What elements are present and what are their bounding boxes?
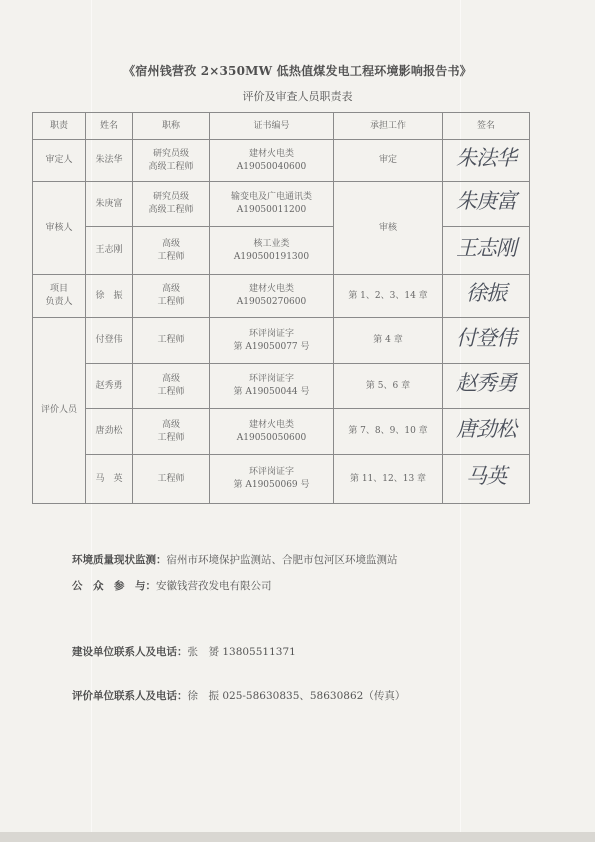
cert-cell: 核工业类 A19050019130​0 — [210, 226, 334, 275]
header-title: 职称 — [133, 113, 210, 140]
monitoring-line — [72, 552, 398, 567]
table-row — [33, 408, 530, 455]
signature-cell — [443, 364, 530, 408]
work-cell: 第 7、8、9、10 章 — [334, 408, 443, 455]
handwritten-signature: 马英 — [466, 464, 506, 489]
table-row — [33, 182, 530, 226]
header-cert: 证书编号 — [210, 113, 334, 140]
role-cell: 审核人 — [33, 182, 86, 275]
title-cell: 高级 工程师 — [133, 226, 210, 275]
title-cell: 研究员级 高级工程师 — [133, 140, 210, 182]
handwritten-signature: 付登伟 — [456, 325, 516, 350]
work-cell: 第 1、2、3、14 章 — [334, 275, 443, 317]
table-row — [33, 140, 530, 182]
table-row — [33, 364, 530, 408]
evaluator-contact-line — [72, 688, 405, 703]
cert-cell: 建材火电类 A19050270600 — [210, 275, 334, 317]
cert-cell: 输变电及广电通讯类 A19050011200 — [210, 182, 334, 226]
title-cell: 高级 工程师 — [133, 275, 210, 317]
title-cell: 高级 工程师 — [133, 408, 210, 455]
role-cell: 审定人 — [33, 140, 86, 182]
scan-bottom-edge — [0, 832, 595, 842]
signature-cell — [443, 226, 530, 275]
role-cell: 项目 负责人 — [33, 275, 86, 317]
table-caption: 评价及审查人员职责表 — [242, 90, 353, 103]
cert-cell: 环评岗证字 第 A19050069 号 — [210, 455, 334, 504]
cert-cell: 建材火电类 A19050040600 — [210, 140, 334, 182]
handwritten-signature: 朱法华 — [456, 145, 516, 170]
work-cell: 第 4 章 — [334, 317, 443, 364]
table-row — [33, 455, 530, 504]
builder-contact-value: 张 赟 13805511371 — [187, 646, 296, 658]
handwritten-signature: 王志刚 — [456, 235, 516, 260]
name-cell: 朱庚富 — [86, 182, 133, 226]
table-row — [33, 317, 530, 364]
evaluator-contact-label: 评价单位联系人及电话： — [72, 690, 188, 702]
public-participation-line — [72, 578, 272, 593]
document-title: 《宿州钱营孜 2×350MW 低热值煤发电工程环境影响报告书》 — [123, 64, 472, 78]
header-signature: 签名 — [443, 113, 530, 140]
public-participation-value: 安徽钱营孜发电有限公司 — [156, 580, 272, 592]
handwritten-signature: 赵秀勇 — [456, 371, 516, 396]
handwritten-signature: 朱庚富 — [456, 189, 516, 214]
table-row — [33, 275, 530, 317]
title-cell: 工程师 — [133, 317, 210, 364]
name-cell: 马 英 — [86, 455, 133, 504]
name-cell: 王志刚 — [86, 226, 133, 275]
table-header-row — [33, 113, 530, 140]
handwritten-signature: 徐振 — [466, 281, 506, 306]
builder-contact-line — [72, 644, 296, 659]
signature-cell — [443, 408, 530, 455]
monitoring-value: 宿州市环境保护监测站、合肥市包河区环境监测站 — [166, 554, 398, 566]
work-cell: 审核 — [334, 182, 443, 275]
signature-cell — [443, 317, 530, 364]
work-cell: 第 5、6 章 — [334, 364, 443, 408]
name-cell: 付登伟 — [86, 317, 133, 364]
cert-cell: 环评岗证字 第 A19050044 号 — [210, 364, 334, 408]
title-cell: 工程师 — [133, 455, 210, 504]
name-cell: 赵秀勇 — [86, 364, 133, 408]
cert-cell: 环评岗证字 第 A19050077 号 — [210, 317, 334, 364]
title-cell: 高级 工程师 — [133, 364, 210, 408]
header-name: 姓名 — [86, 113, 133, 140]
monitoring-label: 环境质量现状监测： — [72, 554, 167, 566]
signature-cell — [443, 140, 530, 182]
name-cell: 唐劲松 — [86, 408, 133, 455]
name-cell: 朱法华 — [86, 140, 133, 182]
evaluator-contact-value: 徐 振 025-58630835、58630862（传真） — [187, 690, 406, 702]
name-cell: 徐 振 — [86, 275, 133, 317]
handwritten-signature: 唐劲松 — [456, 416, 516, 441]
signature-cell — [443, 275, 530, 317]
table-row — [33, 226, 530, 275]
staff-responsibility-table — [32, 112, 530, 504]
work-cell: 审定 — [334, 140, 443, 182]
header-role: 职责 — [33, 113, 86, 140]
header-work: 承担工作 — [334, 113, 443, 140]
signature-cell — [443, 455, 530, 504]
role-cell: 评价人员 — [33, 317, 86, 503]
builder-contact-label: 建设单位联系人及电话： — [72, 646, 188, 658]
title-cell: 研究员级 高级工程师 — [133, 182, 210, 226]
work-cell: 第 11、12、13 章 — [334, 455, 443, 504]
public-participation-label: 公 众 参 与： — [72, 580, 156, 592]
cert-cell: 建材火电类 A19050050600 — [210, 408, 334, 455]
signature-cell — [443, 182, 530, 226]
